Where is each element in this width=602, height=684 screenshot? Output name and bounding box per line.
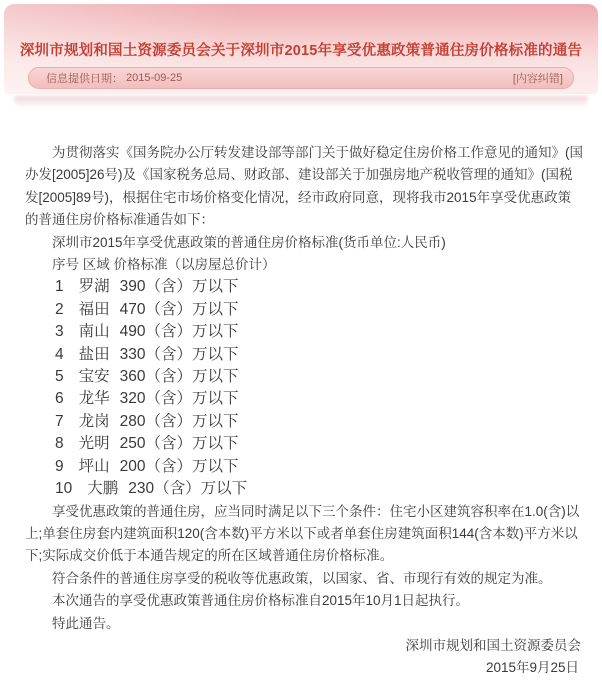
notice-body xyxy=(25,142,583,680)
price-row xyxy=(25,366,583,388)
opening-paragraph: 为贯彻落实《国务院办公厅转发建设部等部门关于做好稳定住房价格工作意见的通知》(国办发[2005]26号)及《国家税务总局、财政部、建设部关于加强房地产税收管理的通知》(国税发[2005]89号)，根据住宅市场价格变化情况，经市政府同意，现将我市2015年享受优惠政策的普通住房价格标准通告如下： xyxy=(25,145,583,228)
row-number: 7 xyxy=(55,412,64,430)
row-price: 320（含）万以下 xyxy=(119,390,239,408)
info-date-label: 信息提供日期： xyxy=(46,73,123,85)
price-row xyxy=(25,456,583,478)
info-date-group xyxy=(46,70,182,86)
closing-paragraph: 特此通告。 xyxy=(52,615,120,631)
header-shadow-decoration xyxy=(14,96,588,108)
row-district: 大鹏 xyxy=(87,480,119,498)
row-district: 宝安 xyxy=(78,368,110,386)
price-row xyxy=(25,321,583,343)
row-price: 390（含）万以下 xyxy=(119,278,239,296)
page-title: 深圳市规划和国土资源委员会关于深圳市2015年享受优惠政策普通住房价格标准的通告 xyxy=(19,43,583,59)
price-row xyxy=(25,433,583,455)
footer-date: 2015年9月25日 xyxy=(485,660,579,676)
info-date-value: 2015-09-25 xyxy=(126,72,183,84)
price-row xyxy=(25,411,583,433)
row-district: 光明 xyxy=(78,435,110,453)
row-district: 坪山 xyxy=(78,457,110,475)
price-row xyxy=(25,478,583,500)
row-price: 230（含）万以下 xyxy=(128,480,248,498)
row-price: 200（含）万以下 xyxy=(119,457,239,475)
footer-issuer: 深圳市规划和国土资源委员会 xyxy=(405,637,581,653)
price-row xyxy=(25,299,583,321)
price-row xyxy=(25,344,583,366)
table-header-line: 序号 区域 价格标准（以房屋总价计） xyxy=(52,257,276,273)
row-district: 罗湖 xyxy=(78,278,110,296)
row-number: 6 xyxy=(55,390,64,408)
row-price: 490（含）万以下 xyxy=(119,323,239,341)
row-district: 南山 xyxy=(78,323,110,341)
standard-title-line: 深圳市2015年享受优惠政策的普通住房价格标准(货币单位:人民币) xyxy=(52,234,446,250)
row-price: 470（含）万以下 xyxy=(119,300,239,318)
row-district: 龙岗 xyxy=(78,412,110,430)
row-number: 3 xyxy=(55,323,64,341)
row-number: 9 xyxy=(55,457,64,475)
content-correction-link[interactable]: [内容纠错] xyxy=(512,73,563,85)
conditions-paragraph: 享受优惠政策的普通住房，应当同时满足以下三个条件：住宅小区建筑容积率在1.0(含)以上;单套住房套内建筑面积120(含本数)平方米以下或者单套住房建筑面积144(含本数)平方米以下;实际成交价低于本通告规定的所在区域普通住房价格标准。 xyxy=(25,503,580,564)
row-number: 8 xyxy=(55,435,64,453)
row-number: 10 xyxy=(55,480,73,498)
row-price: 330（含）万以下 xyxy=(119,345,239,363)
row-number: 5 xyxy=(55,368,64,386)
row-number: 4 xyxy=(55,345,64,363)
row-district: 龙华 xyxy=(78,390,110,408)
price-list xyxy=(25,276,583,500)
row-number: 1 xyxy=(55,278,64,296)
row-number: 2 xyxy=(55,300,64,318)
price-row xyxy=(25,388,583,410)
tax-policy-paragraph: 符合条件的普通住房享受的税收等优惠政策，以国家、省、市现行有效的规定为准。 xyxy=(52,570,552,586)
price-row xyxy=(25,276,583,298)
row-price: 280（含）万以下 xyxy=(119,412,239,430)
row-district: 盐田 xyxy=(78,345,110,363)
info-bar xyxy=(28,67,574,89)
row-district: 福田 xyxy=(78,300,110,318)
row-price: 250（含）万以下 xyxy=(119,435,239,453)
notice-header xyxy=(4,4,598,94)
effective-date-paragraph: 本次通告的享受优惠政策普通住房价格标准自2015年10月1日起执行。 xyxy=(52,593,470,609)
row-price: 360（含）万以下 xyxy=(119,368,239,386)
